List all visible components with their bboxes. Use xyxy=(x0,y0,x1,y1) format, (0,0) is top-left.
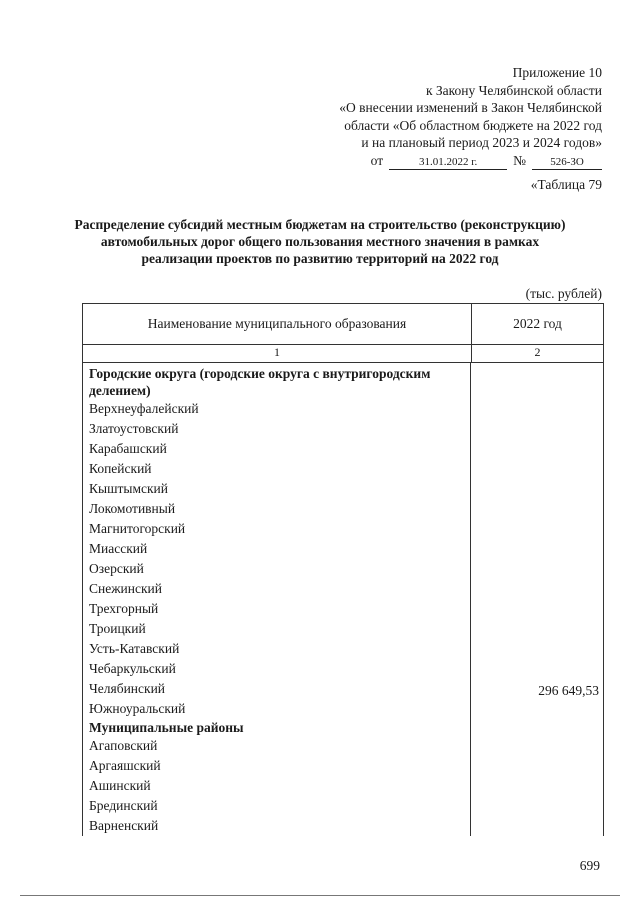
table-row: Миасский xyxy=(89,541,148,556)
table-row: Челябинский xyxy=(89,681,166,696)
table-row: Южноуральский xyxy=(89,701,186,716)
table-row: Локомотивный xyxy=(89,501,176,516)
table-row: Аргаяшский xyxy=(89,758,161,773)
law-title-line: области «Об областном бюджете на 2022 год xyxy=(344,117,602,133)
group-heading: Городские округа (городские округа с внутригородским делением) xyxy=(89,366,431,398)
table-row: Снежинский xyxy=(89,581,162,596)
appendix-header xyxy=(302,64,602,170)
units-label: (тыс. рублей) xyxy=(525,286,602,301)
law-date-number xyxy=(302,152,602,170)
column-numbers xyxy=(83,345,603,363)
table-row: Троицкий xyxy=(89,621,146,636)
table-row: Усть-Катавский xyxy=(89,641,180,656)
table-row: Чебаркульский xyxy=(89,661,176,676)
group-heading: Муниципальные районы xyxy=(89,720,244,735)
table-row: Магнитогорский xyxy=(89,521,186,536)
column-number-2: 2 xyxy=(534,345,541,359)
appendix-number: Приложение 10 xyxy=(512,65,602,80)
bottom-rule xyxy=(20,895,620,896)
from-label: от xyxy=(370,152,384,168)
table-row: Брединский xyxy=(89,798,158,813)
page-number: 699 xyxy=(579,858,600,873)
law-title-line: и на плановый период 2023 и 2024 годов» xyxy=(361,135,602,150)
table-row: Агаповский xyxy=(89,738,158,753)
document-title: Распределение субсидий местным бюджетам на строительство (реконструкцию) автомобильных дорог общего пользования местного значения в рамках реализации проектов по развитию территорий на 2022 год xyxy=(74,217,566,266)
table-row: Златоустовский xyxy=(89,421,179,436)
table-label: «Таблица 79 xyxy=(530,177,602,192)
law-title-line: «О внесении изменений в Закон Челябинской xyxy=(339,100,602,115)
table-body xyxy=(83,363,603,836)
number-label: № xyxy=(513,152,526,168)
law-date: 31.01.2022 г. xyxy=(389,156,507,170)
amount-column xyxy=(471,363,603,836)
table-row: Ашинский xyxy=(89,778,151,793)
column-header-name: Наименование муниципального образования xyxy=(83,304,472,344)
column-header-year: 2022 год xyxy=(513,316,562,331)
law-number: 526-ЗО xyxy=(532,156,602,170)
subsidy-table xyxy=(82,303,604,836)
table-row: Озерский xyxy=(89,561,144,576)
table-header xyxy=(83,304,603,345)
table-row: Варненский xyxy=(89,818,159,833)
table-row: Верхнеуфалейский xyxy=(89,401,199,416)
municipality-column xyxy=(83,363,471,836)
column-number-1: 1 xyxy=(83,345,472,362)
table-row: Трехгорный xyxy=(89,601,159,616)
chelyabinsk-amount: 296 649,53 xyxy=(538,683,599,698)
table-row: Копейский xyxy=(89,461,152,476)
table-row: Карабашский xyxy=(89,441,167,456)
law-reference: к Закону Челябинской области xyxy=(425,82,602,98)
table-row: Кыштымский xyxy=(89,481,168,496)
